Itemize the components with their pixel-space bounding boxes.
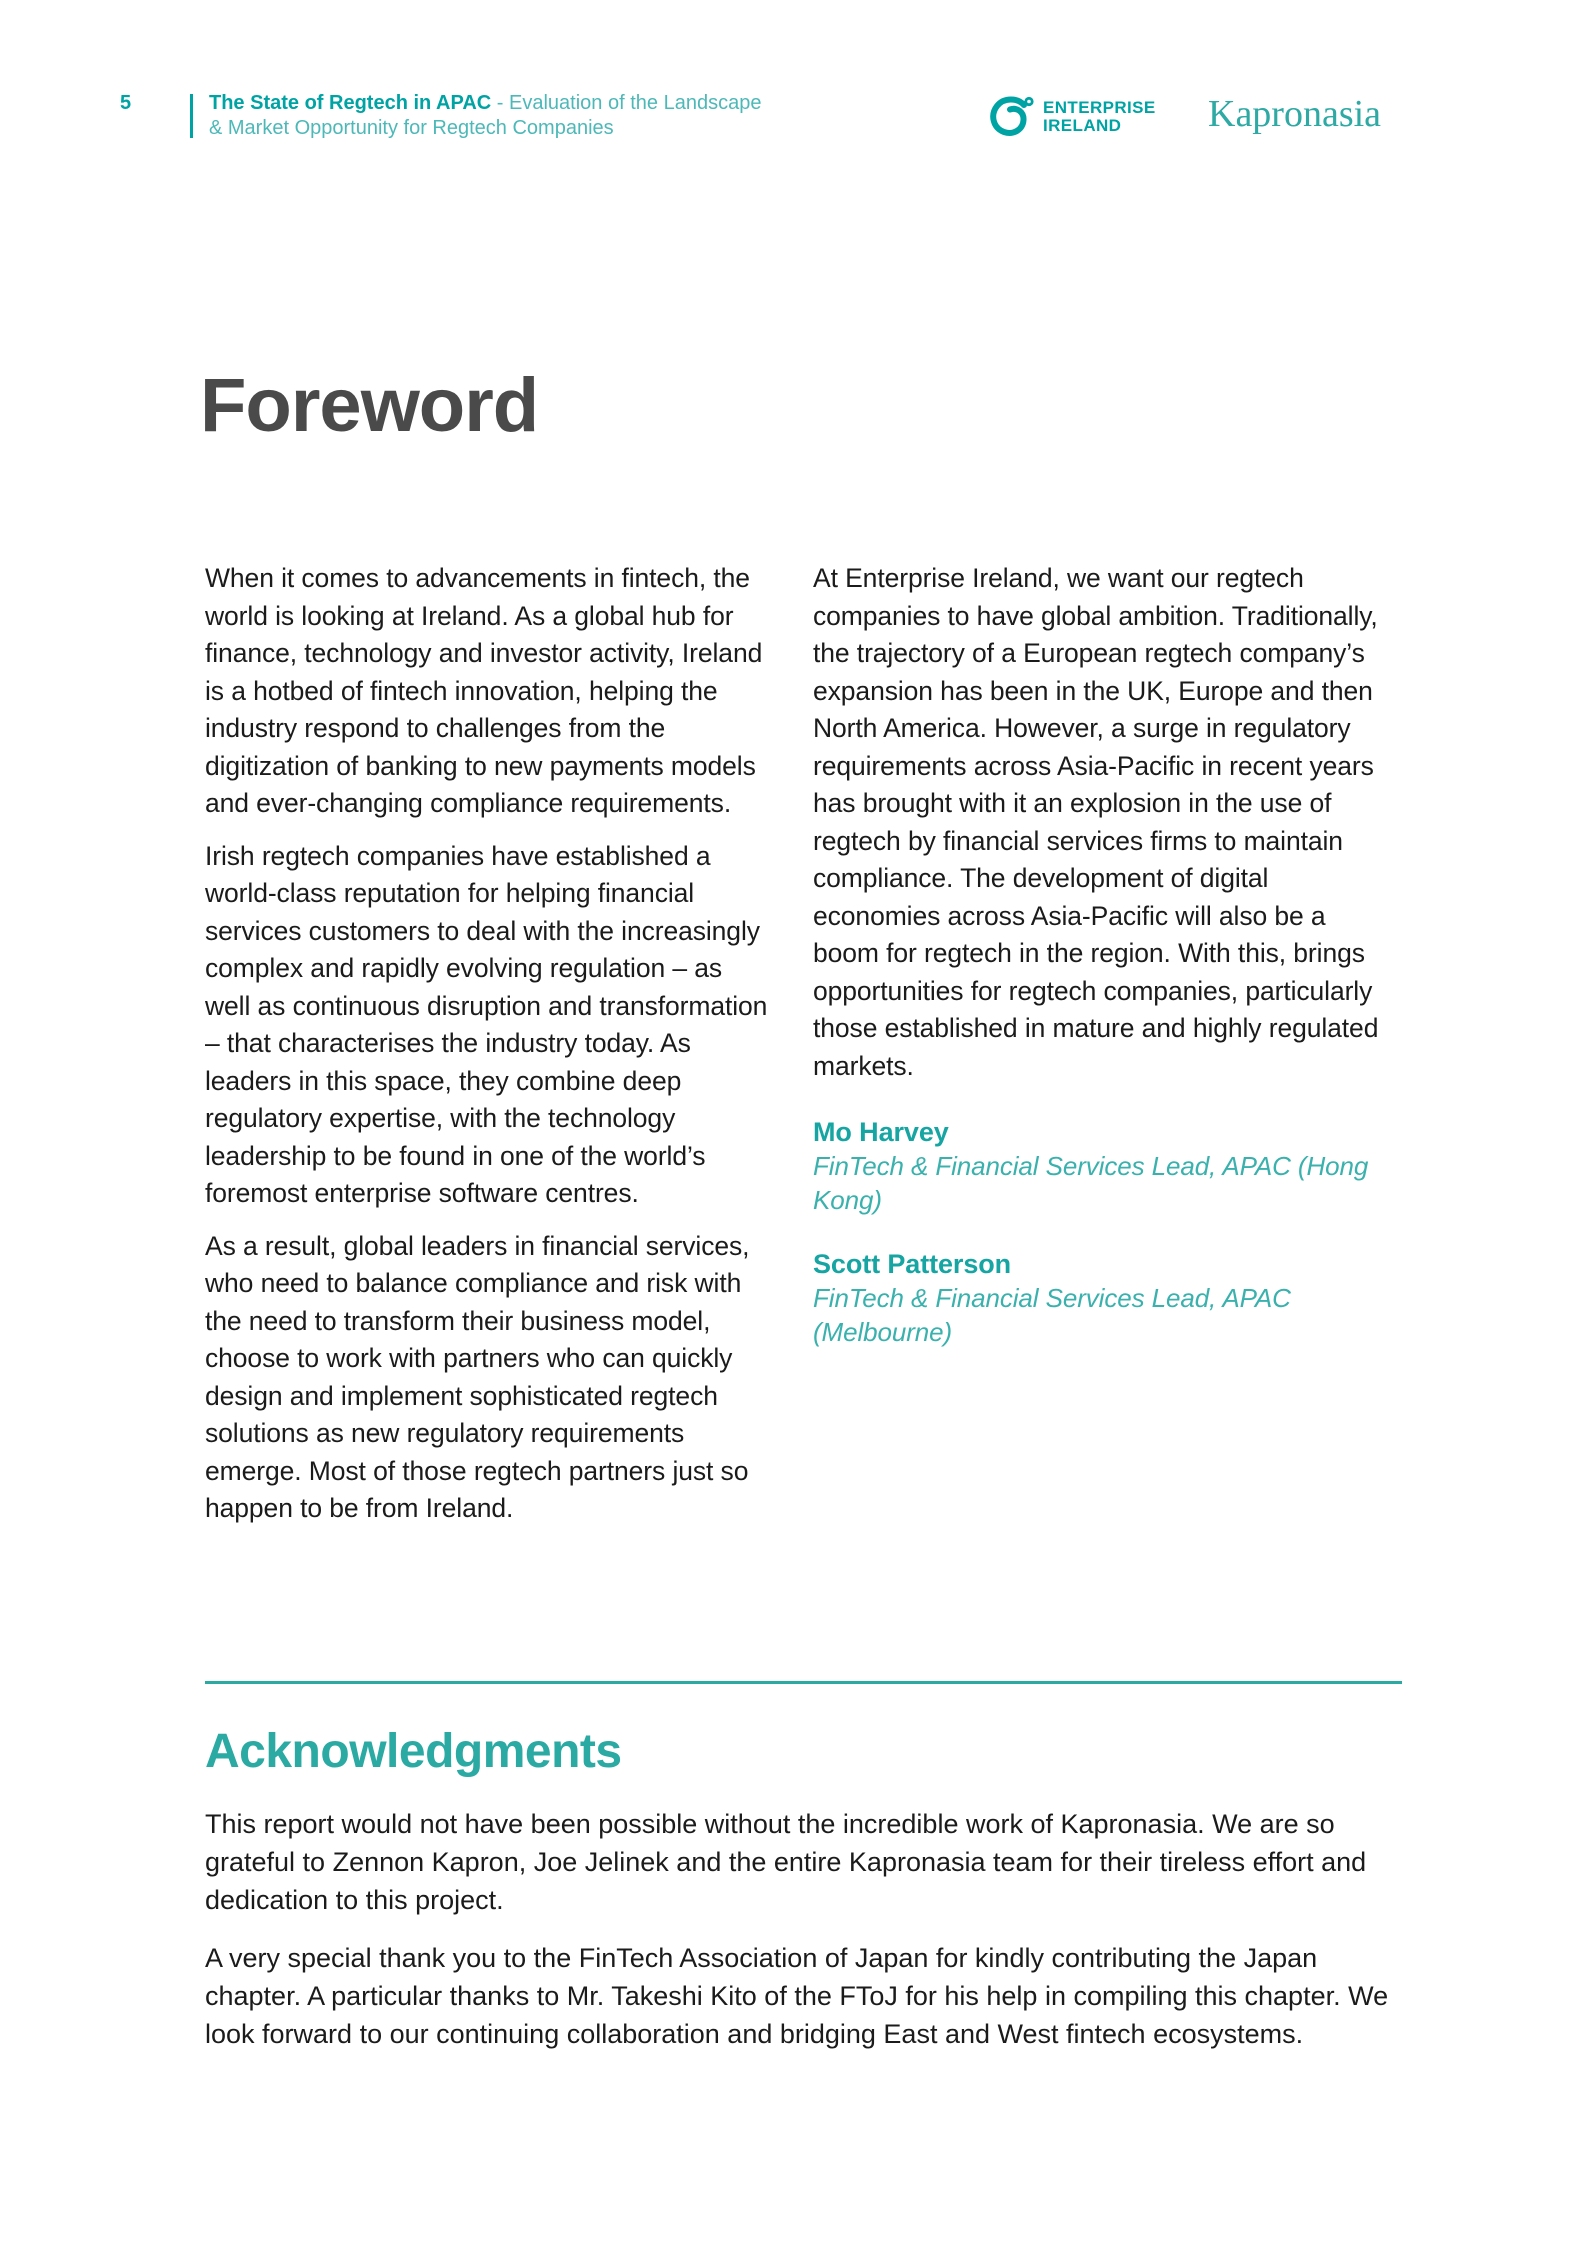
author-name: Mo Harvey (813, 1117, 949, 1147)
kapronasia-logo: Kapronasia (1208, 93, 1382, 135)
author-block (813, 1115, 1398, 1217)
enterprise-ireland-wordmark (1043, 99, 1156, 135)
report-title-subtitle: - Evaluation of the Landscape (491, 92, 762, 114)
author-title: FinTech & Financial Services Lead, APAC (Melbourne) (813, 1283, 1291, 1347)
foreword-paragraph: Irish regtech companies have established a world-class reputation for helping financial services customers to deal with the increasingly complex and rapidly evolving regulation – as well as continuous disruption and transformation – that characterises the industry today. As leaders in this space, they combine deep regulatory expertise, with the technology leadership to be found in one of the world’s foremost enterprise software centres. (205, 840, 768, 1208)
acknowledgments-section (205, 1681, 1402, 2073)
enterprise-ireland-logo (988, 94, 1156, 140)
acknowledgments-paragraph: This report would not have been possible without the incredible work of Kapronasia. We are so grateful to Zennon Kapron, Joe Jelinek and the entire Kapronasia team for their tireless effort and dedication to this project. (205, 1809, 1367, 1915)
author-name: Scott Patterson (813, 1249, 1012, 1279)
report-title-line2: & Market Opportunity for Regtech Companies (209, 117, 614, 139)
acknowledgments-divider (205, 1681, 1402, 1684)
foreword-paragraph: When it comes to advancements in fintech, the world is looking at Ireland. As a global hub for finance, technology and investor activity, Ireland is a hotbed of fintech innovation, helping the industry respond to challenges from the digitization of banking to new payments models and ever-changing compliance requirements. (205, 563, 763, 818)
author-block (813, 1247, 1398, 1349)
author-title: FinTech & Financial Services Lead, APAC (Hong Kong) (813, 1151, 1369, 1215)
enterprise-ireland-line1: ENTERPRISE (1043, 98, 1156, 117)
enterprise-ireland-line2: IRELAND (1043, 116, 1122, 135)
acknowledgments-body (205, 1805, 1402, 2053)
foreword-columns (205, 560, 1405, 1543)
report-title-bold: The State of Regtech in APAC (209, 92, 492, 114)
enterprise-ireland-swirl-icon (988, 94, 1034, 140)
page-number: 5 (120, 92, 132, 114)
foreword-heading: Foreword (200, 363, 539, 448)
header-divider-bar (190, 94, 193, 138)
foreword-paragraph: As a result, global leaders in financial services, who need to balance compliance and risk with the need to transform their business model, choose to work with partners who can quickly design and implement sophisticated regtech solutions as new regulatory requirements emerge. Most of those regtech partners just so happen to be from Ireland. (205, 1230, 750, 1523)
report-running-title (209, 91, 769, 141)
foreword-paragraph: At Enterprise Ireland, we want our regtech companies to have global ambition. Traditionally, the trajectory of a European regtech company’s expansion has been in the UK, Europe and then North America. However, a surge in regulatory requirements across Asia-Pacific in recent years has brought with it an explosion in the use of regtech by financial services firms to maintain compliance. The development of digital economies across Asia-Pacific will also be a boom for regtech in the region. With this, brings opportunities for regtech companies, particularly those established in mature and highly regulated markets. (813, 563, 1379, 1081)
acknowledgments-paragraph: A very special thank you to the FinTech Association of Japan for kindly contributing the Japan chapter. A particular thanks to Mr. Takeshi Kito of the FToJ for his help in compiling this chapter. We look forward to our continuing collaboration and bridging East and West fintech ecosystems. (205, 1943, 1389, 2049)
foreword-left-column (205, 560, 773, 1543)
foreword-right-column (813, 560, 1398, 1543)
acknowledgments-heading: Acknowledgments (205, 1725, 622, 1778)
